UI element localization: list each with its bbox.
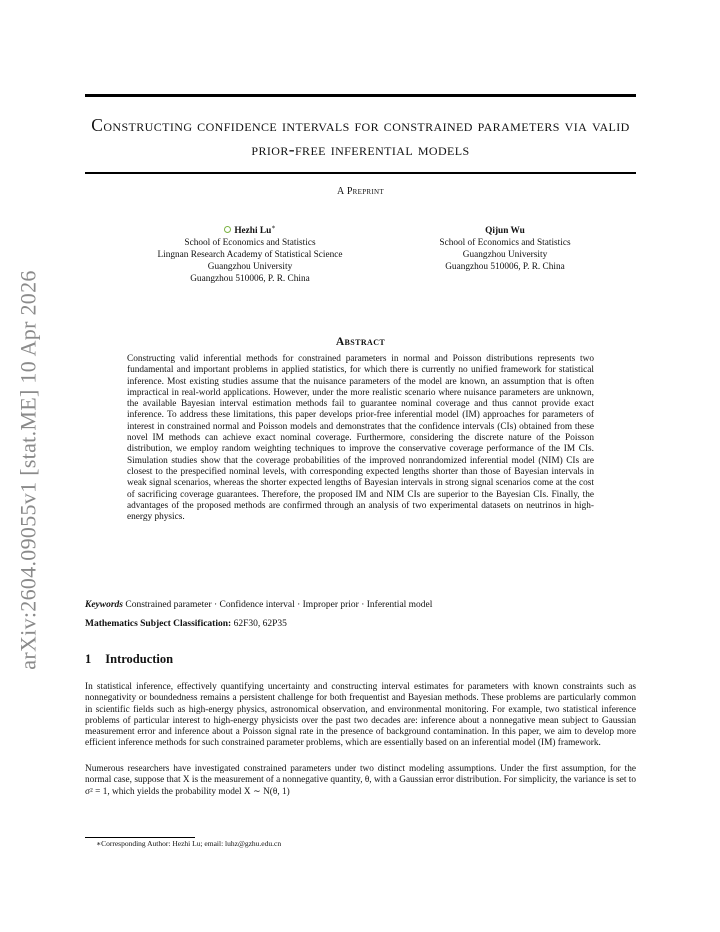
affiliation-line: Lingnan Research Academy of Statistical Science — [157, 250, 343, 260]
affiliation-line: Guangzhou University — [207, 262, 293, 272]
section-number: 1 — [85, 652, 92, 666]
abstract-heading: Abstract — [335, 336, 386, 348]
author-name-line — [110, 225, 390, 237]
body-paragraph: Numerous researchers have investigated constrained parameters under two distinct modeling assumptions. Under the first assumption, for the normal case, suppose that X is the measurement of a nonnegative quantity, θ, with a Gaussian error distribution. For simplicity, the variance is set to σ² = 1, which yields the probability model X ∼ N(θ, 1) — [85, 764, 636, 797]
footnote-rule — [85, 837, 195, 838]
arxiv-id-text: arXiv:2604.09055v1 [stat.ME] 10 Apr 2026 — [16, 270, 41, 670]
corresponding-mark: ∗ — [271, 224, 276, 231]
keywords-list: Constrained parameter · Confidence interval · Improper prior · Inferential model — [125, 600, 433, 610]
paper-title: Constructing confidence intervals for constrained parameters via valid prior-free inferential models — [91, 115, 630, 159]
msc-codes: 62F30, 62P35 — [233, 619, 287, 629]
abstract-text: Constructing valid inferential methods for constrained parameters in normal and Poisson distributions represents two fundamental and important problems in applied statistics, for which there is currently no unified framework for statistical inference. Most existing studies assume that the nuisance parameters of the model are known, an assumption that is often impractical in real-world applications. However, under the more realistic scenario where nuisance parameters are unknown, the available Bayesian interval estimation methods fail to guarantee nominal coverage and thus cannot provide exact inference. To address these limitations, this paper develops prior-free inferential model (IM) approaches for parameters of interest in constrained normal and Poisson models and demonstrates that the confidence intervals (CIs) obtained from these novel IM methods can achieve exact nominal coverage. Furthermore, considering the discrete nature of the Poisson distribution, we employ random weighting techniques to improve the conservative coverage performance of the IM CIs. Simulation studies show that the coverage probabilities of the improved nonrandomized inferential model (NIM) CIs are closest to the prespecified nominal levels, with corresponding expected lengths shorter than those of Bayesian intervals in weak signal scenarios, whereas the shorter expected lengths of Bayesian intervals in strong signal scenarios come at the cost of sacrificing coverage guarantees. Therefore, the proposed IM and NIM CIs are superior to the Bayesian CIs. Finally, the advantages of the proposed methods are confirmed through an analysis of two experimental datasets on neutrinos in high-energy physics. — [127, 354, 594, 523]
msc-line — [85, 619, 636, 629]
body-paragraph: In statistical inference, effectively quantifying uncertainty and constructing interval estimates for parameters with known constraints such as nonnegativity or boundedness remains a persistent challenge for both frequentist and Bayesian methods. These problems are particularly common in scientific fields such as high-energy physics, astronomical observation, and environmental monitoring. For example, two statistical inference problems of particular interest to high-energy physicists over the past two decades are: inference about a nonnegative mean subject to Gaussian measurement error and inference about a Poisson signal rate in the presence of background contamination. In this paper, we aim to develop more efficient inference methods for such constrained parameter problems, which are essentially based on an inferential model (IM) framework. — [85, 682, 636, 749]
affiliation-line: Guangzhou 510006, P. R. China — [190, 274, 310, 284]
author-block-2 — [400, 225, 610, 273]
footnote: ∗Corresponding Author: Hezhi Lu; email: luhz@gzhu.edu.cn — [96, 839, 282, 848]
affiliation-line: School of Economics and Statistics — [184, 238, 316, 248]
keywords-label: Keywords — [85, 600, 123, 610]
keywords-line — [85, 600, 636, 610]
arxiv-identifier-stamp — [14, 250, 44, 690]
affiliation-line: Guangzhou University — [462, 250, 548, 260]
section-heading — [85, 652, 173, 667]
author-name: Hezhi Lu — [234, 226, 272, 236]
affiliation-line: School of Economics and Statistics — [439, 238, 571, 248]
affiliation-line: Guangzhou 510006, P. R. China — [445, 262, 565, 272]
msc-label: Mathematics Subject Classification: — [85, 619, 232, 629]
section-title: Introduction — [105, 652, 174, 666]
orcid-icon[interactable] — [224, 226, 231, 233]
title-top-rule — [85, 94, 636, 97]
author-block-1 — [110, 225, 390, 285]
title-bottom-rule — [85, 172, 636, 174]
preprint-label: A Preprint — [337, 186, 384, 197]
author-name: Qijun Wu — [485, 226, 525, 236]
